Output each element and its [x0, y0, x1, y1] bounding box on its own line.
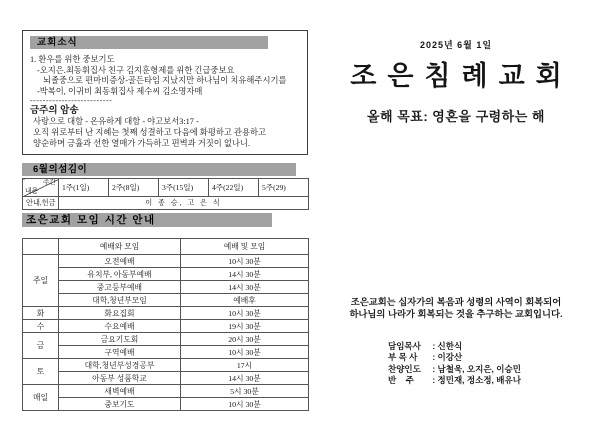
issue-date: 2025년 6월 1일 — [419, 40, 493, 50]
mission-line: 하나님의 나라가 회복되는 것을 추구하는 교회입니다. — [349, 308, 563, 319]
memory-verse-line: 오직 위로부터 난 지혜는 첫째 성결하고 다음에 화평하고 관용하고 — [33, 127, 266, 137]
staff-line — [388, 341, 521, 352]
mission-statement — [330, 297, 582, 320]
meeting-name-cell: 중보기도 — [59, 398, 181, 411]
schedule-table — [22, 238, 309, 411]
year-goal: 올해 목표: 영혼을 구령하는 해 — [367, 109, 545, 124]
staff-line — [388, 352, 521, 363]
church-news-box — [22, 30, 308, 155]
meeting-name-cell: 구역예배 — [59, 346, 181, 359]
meeting-name-cell: 수요예배 — [59, 320, 181, 333]
servers-header-bar — [22, 163, 296, 176]
memory-verse-body — [30, 117, 300, 149]
schedule-column-header: 예배 및 모임 — [181, 239, 309, 255]
news-line: -박복이, 이귀비 최동휘집사 제수씨 김소명자매 — [37, 86, 203, 96]
staff-role: 담임목사 — [388, 341, 421, 351]
meeting-time-cell: 14시 30분 — [181, 281, 309, 294]
duty-label-cell: 안내,헌금 — [23, 197, 59, 210]
mission-line: 조은교회는 십자가의 복음과 성령의 사역이 회복되어 — [350, 297, 562, 307]
meeting-time-cell: 10시 30분 — [181, 346, 309, 359]
meeting-time-cell: 10시 30분 — [181, 398, 309, 411]
staff-line — [388, 364, 521, 375]
staff-names: : 남철욱, 오지은, 이승민 — [430, 363, 521, 374]
schedule-day-cell: 주일 — [23, 255, 59, 307]
meeting-time-cell: 20시 30분 — [181, 333, 309, 346]
news-line: 1. 환우를 위한 중보기도 — [30, 55, 115, 64]
memory-verse-line: 양순하며 긍휼과 선한 열매가 가득하고 편벽과 거짓이 없나니. — [33, 138, 250, 148]
staff-names: : 정민재, 정소정, 배유나 — [430, 374, 521, 385]
church-news-header-bar — [30, 36, 268, 49]
week-content-corner-cell — [23, 179, 59, 197]
staff-role: 반 주 — [388, 374, 414, 385]
meeting-name-cell: 대학,청년부모임 — [59, 294, 181, 307]
meeting-time-cell: 예배후 — [181, 294, 309, 307]
church-news-title: 교회소식 — [37, 37, 78, 48]
schedule-column-header: 예배와 모임 — [59, 239, 181, 255]
staff-role: 찬양인도 — [388, 363, 421, 374]
staff-role: 부 목 사 — [388, 352, 418, 363]
news-line: -오지은.최동휘집사 친구 김지훈형제를 위한 긴급중보요 — [37, 65, 235, 75]
corner-label-week: 주간 — [42, 179, 56, 186]
meeting-time-cell: 5시 30분 — [181, 385, 309, 398]
schedule-column-header — [23, 239, 59, 255]
schedule-day-cell: 토 — [23, 359, 59, 385]
staff-list — [388, 341, 521, 386]
news-line: 뇌졸중으로 편마비증상-골든타임 지났지만 하나님이 치유해주시기를 — [43, 76, 287, 86]
meeting-name-cell: 화요집회 — [59, 307, 181, 320]
meeting-name-cell: 대학,청년부성경공부 — [59, 359, 181, 372]
schedule-title: 조은교회 모임 시간 안내 — [26, 214, 156, 226]
meeting-name-cell: 아동부 성품학교 — [59, 372, 181, 385]
duty-names-cell: 이 종 승, 고 은 식 — [59, 197, 309, 210]
meeting-name-cell: 오전예배 — [59, 255, 181, 268]
church-name-title: 조은침례교회 — [350, 61, 573, 91]
servers-title: 6월의섬김이 — [33, 164, 88, 175]
staff-names: : 신한식 — [430, 341, 463, 351]
week-header-cell: 2주(8일) — [109, 179, 159, 197]
memory-verse-title: 금주의 암송 — [30, 105, 79, 117]
meeting-time-cell: 10시 30분 — [181, 255, 309, 268]
meeting-name-cell: 새벽예배 — [59, 385, 181, 398]
meeting-time-cell: 10시 30분 — [181, 307, 309, 320]
week-header-cell: 3주(15일) — [159, 179, 209, 197]
staff-line — [388, 375, 521, 386]
meeting-time-cell: 14시 30분 — [181, 268, 309, 281]
schedule-day-cell: 수 — [23, 320, 59, 333]
meeting-time-cell: 17시 — [181, 359, 309, 372]
meeting-name-cell: 유치부, 아동부예배 — [59, 268, 181, 281]
schedule-day-cell: 매일 — [23, 385, 59, 411]
meeting-time-cell: 19시 30분 — [181, 320, 309, 333]
week-header-cell: 1주(1일) — [59, 179, 109, 197]
schedule-day-cell: 화 — [23, 307, 59, 320]
schedule-header-bar — [22, 213, 272, 227]
meeting-name-cell: 중고등부예배 — [59, 281, 181, 294]
dashed-divider: -------------------------- — [30, 96, 113, 106]
staff-names: : 이강산 — [430, 352, 463, 363]
church-news-body — [30, 55, 300, 97]
schedule-section — [22, 213, 308, 411]
week-header-cell: 4주(22일) — [209, 179, 259, 197]
servers-table — [22, 178, 309, 210]
memory-verse-line: 사랑으로 대함 - 온유하게 대함 - 야고보서3:17 - — [33, 117, 199, 127]
meeting-name-cell: 금요기도회 — [59, 333, 181, 346]
corner-label-content: 내용 — [25, 188, 39, 195]
schedule-day-cell: 금 — [23, 333, 59, 359]
servers-section — [22, 163, 308, 210]
week-header-cell: 5주(29) — [259, 179, 309, 197]
meeting-time-cell: 14시 30분 — [181, 372, 309, 385]
